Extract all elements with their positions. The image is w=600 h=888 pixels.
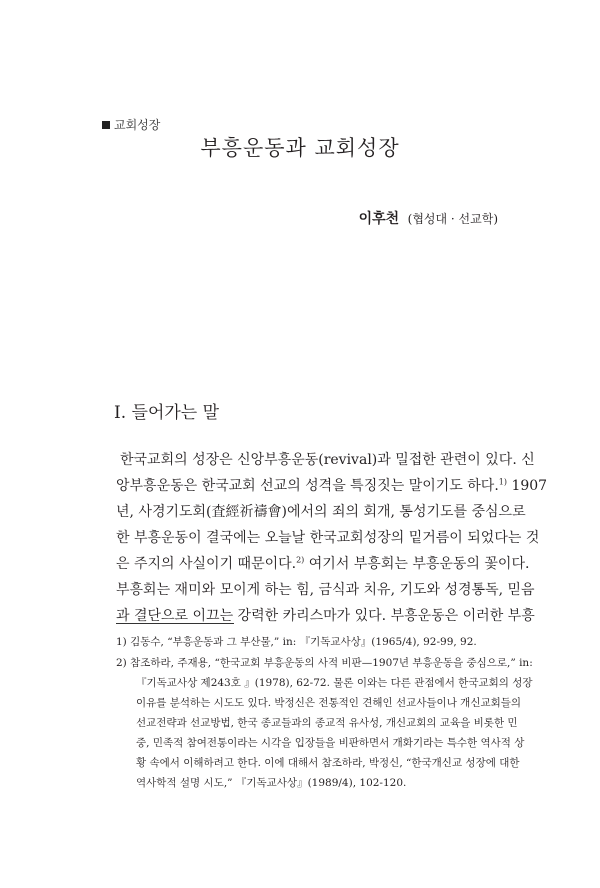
footnote-ref: 2) xyxy=(296,555,305,565)
section-tag-label: 교회성장 xyxy=(114,118,161,132)
body-line: 은 주지의 사실이기 때문이다.$^{2)}$ 여기서 부흥회는 부흥운동의 꽃이다. xyxy=(116,555,530,572)
footnote-line: 이유를 분석하는 시도도 있다. 박정신은 전통적인 견해인 선교사들이나 개신교회들의 xyxy=(136,697,522,709)
body-line: 부흥회는 재미와 모이게 하는 힘, 금식과 치유, 기도와 성경통독, 믿음 xyxy=(116,582,535,598)
footnote-line: 황 속에서 이해하려고 한다. 이에 대해서 참조하라, 박정신, “한국개신교 성장에 대한 xyxy=(136,757,520,769)
footnote-line: 선교전략과 선교방법, 한국 종교들과의 종교적 유사성, 개신교회의 교육을 비롯한 민 xyxy=(136,717,518,729)
author-affiliation: (협성대 · 선교학) xyxy=(407,212,498,226)
body-line: 한 부흥운동이 결국에는 오늘날 한국교회성장의 밑거름이 되었다는 것 xyxy=(116,530,540,546)
footnote-line: 중, 민족적 참여전통이라는 시각을 입장들을 비판하면서 개화기라는 특수한 역사적 상 xyxy=(136,737,525,749)
footnote-ref: 1) xyxy=(498,477,507,487)
footnote-line: 『기독교사상 제243호 』(1978), 62-72. 물론 이와는 다른 관점에서 한국교회의 성장 xyxy=(136,677,533,689)
body-line: 과 결단으로 이끄는 강력한 카리스마가 있다. 부흥운동은 이러한 부흥 xyxy=(116,608,535,624)
body-line: 년, 사경기도회(査經祈禱會)에서의 죄의 회개, 통성기도를 중심으로 xyxy=(116,504,526,520)
section-tag xyxy=(102,116,160,133)
footnote-line: 역사학적 설명 시도,” 『기독교사상』(1989/4), 102-120. xyxy=(136,777,407,789)
footnote-divider xyxy=(116,623,234,624)
article-title: 부흥운동과 교회성장 xyxy=(200,136,400,160)
body-line: 앙부흥운동은 한국교회 선교의 성격을 특징짓는 말이기도 하다.$^{1)}$ 1907 xyxy=(116,477,548,494)
body-line: 한국교회의 성장은 신앙부흥운동(revival)과 밀접한 관련이 있다. 신 xyxy=(120,452,535,468)
author-name: 이후천 xyxy=(358,211,400,227)
footnote-line: 1) 김동수, “부흥운동과 그 부산물,” in: 『기독교사상』(1965/4), 92-99, 92. xyxy=(116,636,477,648)
author-line xyxy=(359,208,498,228)
section-heading: I. 들어가는 말 xyxy=(114,403,220,423)
square-bullet-icon xyxy=(102,121,110,129)
footnote-line: 2) 참조하라, 주재용, “한국교회 부흥운동의 사적 비판—1907년 부흥운동을 중심으로,” in: xyxy=(116,657,533,669)
